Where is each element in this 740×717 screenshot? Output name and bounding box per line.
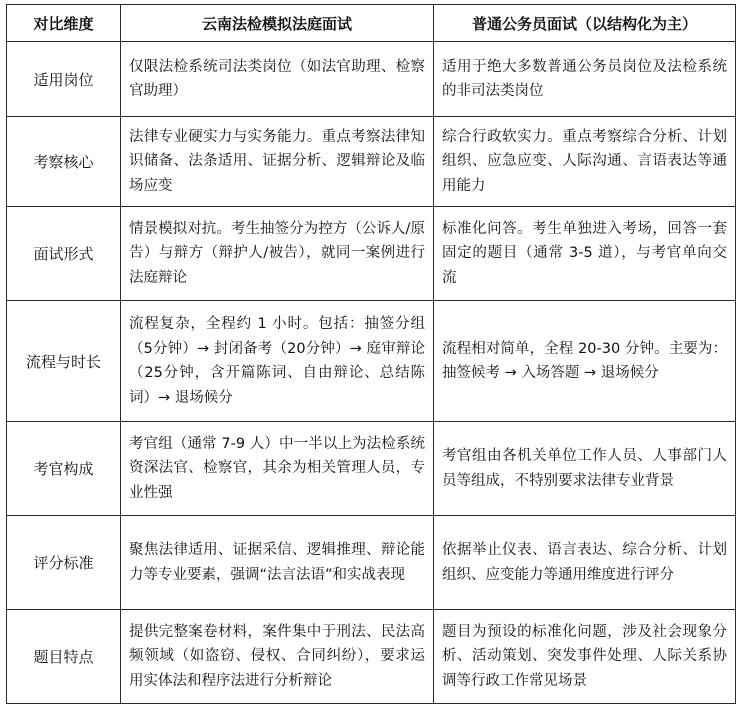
row-dimension: 适用岗位: [7, 42, 121, 117]
civil-service-cell: 标准化问答。考生单独进入考场，回答一套固定的题目（通常 3-5 道），与考官单向交流: [434, 207, 736, 301]
mock-court-cell: 提供完整案卷材料，案件集中于刑法、民法高频领域（如盗窃、侵权、合同纠纷），要求运用实体法和程序法进行分析辩论: [121, 610, 434, 704]
civil-service-cell: 适用于绝大多数普通公务员岗位及法检系统的非司法类岗位: [434, 42, 736, 117]
table-row: [7, 516, 736, 610]
comparison-table: [6, 4, 736, 704]
row-dimension: 面试形式: [7, 207, 121, 301]
row-dimension: 考察核心: [7, 117, 121, 207]
row-dimension: 题目特点: [7, 610, 121, 704]
mock-court-cell: 情景模拟对抗。考生抽签分为控方（公诉人/原告）与辩方（辩护人/被告），就同一案例进行法庭辩论: [121, 207, 434, 301]
mock-court-cell: 法律专业硬实力与实务能力。重点考察法律知识储备、法条适用、证据分析、逻辑辩论及临场应变: [121, 117, 434, 207]
header-dimension: 对比维度: [7, 5, 121, 42]
row-dimension: 评分标准: [7, 516, 121, 610]
table-row: [7, 42, 736, 117]
civil-service-cell: 考官组由各机关单位工作人员、人事部门人员等组成，不特别要求法律专业背景: [434, 422, 736, 516]
civil-service-cell: 综合行政软实力。重点考察综合分析、计划组织、应急应变、人际沟通、言语表达等通用能力: [434, 117, 736, 207]
table-row: [7, 117, 736, 207]
mock-court-cell: 流程复杂，全程约 1 小时。包括：抽签分组（5分钟）→ 封闭备考（20分钟）→ 庭审辩论（25分钟，含开篇陈词、自由辩论、总结陈词）→ 退场候分: [121, 301, 434, 422]
header-mock-court: 云南法检模拟法庭面试: [121, 5, 434, 42]
civil-service-cell: 流程相对简单，全程 20-30 分钟。主要为：抽签候考 → 入场答题 → 退场候分: [434, 301, 736, 422]
civil-service-cell: 题目为预设的标准化问题，涉及社会现象分析、活动策划、突发事件处理、人际关系协调等行政工作常见场景: [434, 610, 736, 704]
header-row: [7, 5, 736, 42]
table-row: [7, 422, 736, 516]
row-dimension: 流程与时长: [7, 301, 121, 422]
mock-court-cell: 考官组（通常 7-9 人）中一半以上为法检系统资深法官、检察官，其余为相关管理人员，专业性强: [121, 422, 434, 516]
civil-service-cell: 依据举止仪表、语言表达、综合分析、计划组织、应变能力等通用维度进行评分: [434, 516, 736, 610]
table-row: [7, 301, 736, 422]
table-row: [7, 610, 736, 704]
row-dimension: 考官构成: [7, 422, 121, 516]
table-row: [7, 207, 736, 301]
mock-court-cell: 聚焦法律适用、证据采信、逻辑推理、辩论能力等专业要素，强调“法言法语”和实战表现: [121, 516, 434, 610]
mock-court-cell: 仅限法检系统司法类岗位（如法官助理、检察官助理）: [121, 42, 434, 117]
header-civil-service: 普通公务员面试（以结构化为主）: [434, 5, 736, 42]
